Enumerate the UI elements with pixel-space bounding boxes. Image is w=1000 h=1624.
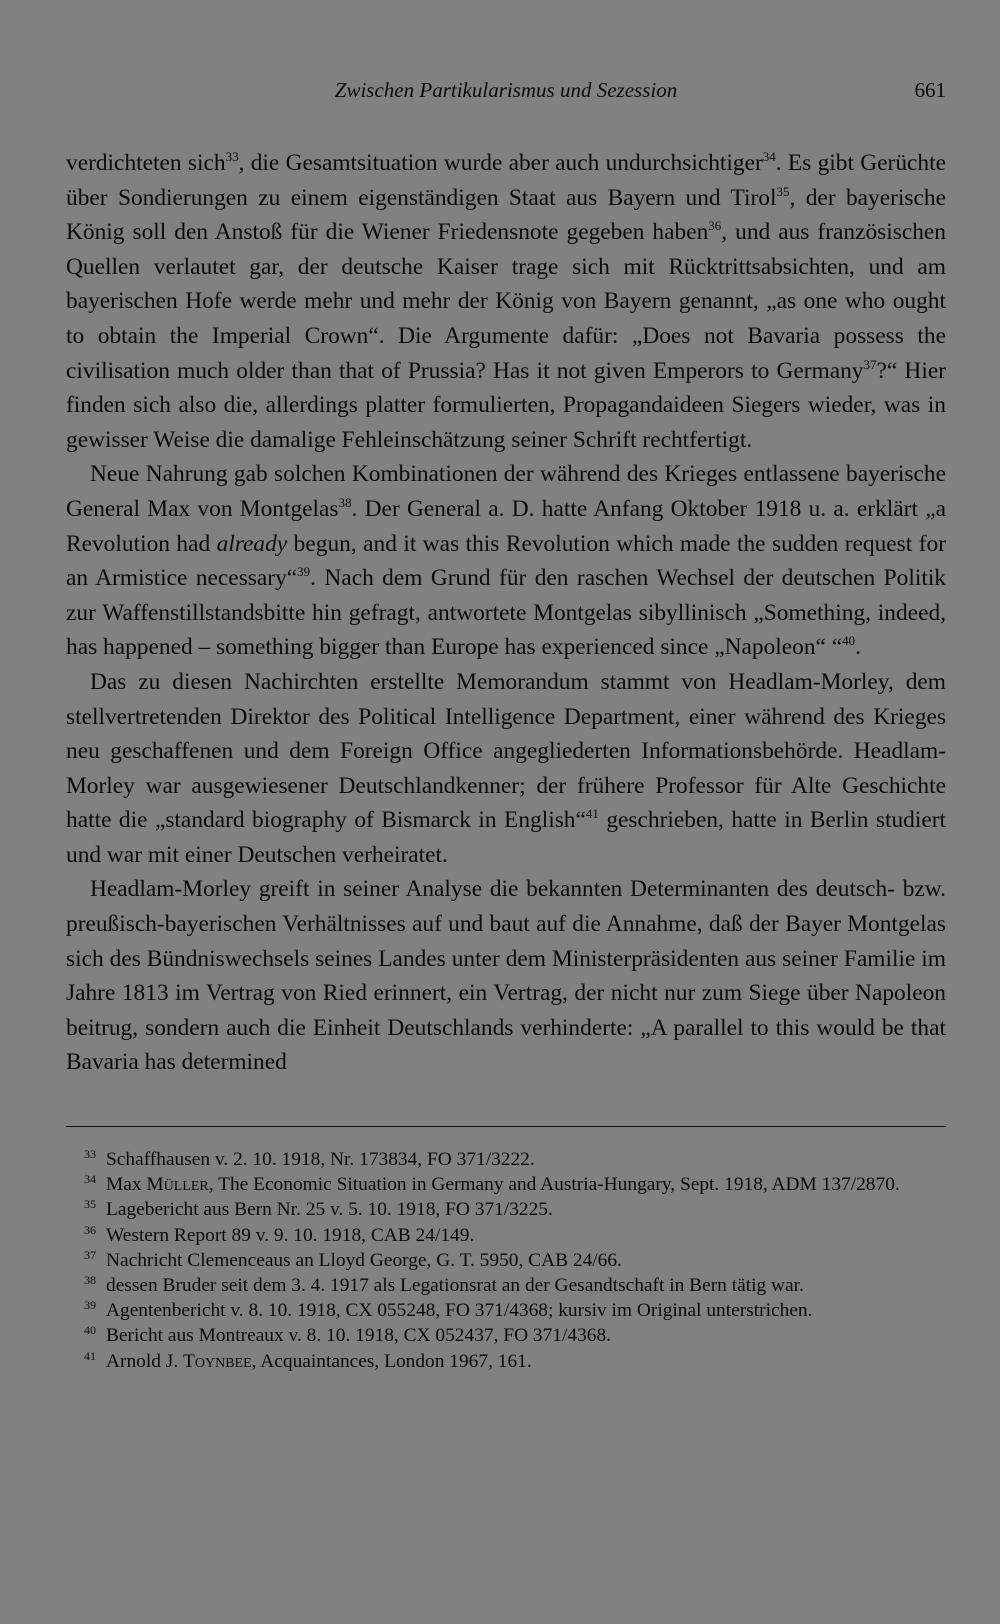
footnote-number: 35: [84, 1197, 96, 1212]
footnote-ref-34: 34: [762, 149, 776, 164]
footnote: [66, 1248, 946, 1273]
text-run: Neue Nahrung gab solchen Kombinationen der während des Krieges entlassene bayerische General Max von Montgelas: [66, 461, 946, 522]
footnote-ref-41: 41: [585, 806, 599, 822]
footnote-ref-40: 40: [842, 633, 856, 649]
text-run: , die Gesamtsituation wurde aber auch undurchsichtiger: [238, 150, 763, 176]
footnote-text: Lagebericht aus Bern Nr. 25 v. 5. 10. 1918, FO 371/3225.: [106, 1199, 553, 1221]
running-title: Zwischen Partikularismus und Sezession: [334, 78, 678, 102]
text-run: .: [855, 634, 862, 661]
text-run: . Es gibt Gerüchte über Sondierungen zu einem eigenständigen Staat aus Bayern und Tirol: [66, 150, 946, 211]
footnote-ref-36: 36: [708, 218, 722, 234]
footnote-text: Max: [106, 1174, 147, 1196]
footnote: [66, 1223, 946, 1248]
text-run: verdichteten sich: [66, 150, 226, 176]
text-run: geschrieben, hatte in Berlin studiert und war mit einer Deutschen verheiratet.: [66, 807, 947, 868]
footnote-text: , The Economic Situation in Germany and Austria-Hungary, Sept. 1918, ADM 137/2870.: [208, 1174, 900, 1196]
footnote-number: 39: [84, 1298, 96, 1313]
text-run: Headlam-Morley greift in seiner Analyse die bekannten Determinanten des deutsch- bzw. preußisch-bayerischen Verhältnisses auf und baut auf die Annahme, daß der Bayer Montgelas sich des Bündniswechsels seines Landes unter dem Ministerpräsidenten aus seiner Familie im Jahre 1813 im Vertrag von Ried erinnert, ein Vertrag, der nicht nur zum Siege über Napoleon beitrug, sondern auch die Einheit Deutschlands verhinderte: „A parallel to this would be that Bavaria has determined: [66, 876, 946, 1076]
text-run: , der bayerische König soll den Anstoß für die Wiener Friedensnote gegeben haben: [66, 184, 946, 246]
italic-text: already: [216, 530, 288, 557]
footnote-text: Arnold J.: [106, 1350, 184, 1372]
footnote: [66, 1197, 946, 1222]
paragraph-2: [66, 457, 946, 665]
footnote-number: 36: [84, 1222, 96, 1237]
footnote-ref-33: 33: [225, 149, 239, 164]
paragraph-4: [66, 872, 946, 1080]
footnote-text: , Acquaintances, London 1967, 161.: [251, 1350, 532, 1372]
footnote: [66, 1349, 946, 1374]
footnote-text: Western Report 89 v. 9. 10. 1918, CAB 24/149.: [106, 1224, 475, 1246]
book-page: [66, 78, 946, 1374]
footnote: [66, 1323, 946, 1348]
text-run: ?“ Hier finden sich also die, allerdings platter formulierten, Propagandaideen Siegers wieder, was in gewisser Weise die damalige Fehleinschätzung seiner Schrift rechtfertigt.: [66, 357, 946, 453]
footnote-number: 34: [84, 1172, 96, 1187]
footnote-text: Agentenbericht v. 8. 10. 1918, CX 055248, FO 371/4368; kursiv im Original unterstrichen.: [106, 1300, 813, 1322]
footnote-ref-39: 39: [297, 564, 311, 580]
footnote-ref-38: 38: [338, 494, 352, 510]
footnote-ref-35: 35: [776, 183, 790, 199]
footnote-text: Schaffhausen v. 2. 10. 1918, Nr. 173834, FO 371/3222.: [106, 1149, 535, 1171]
page-number: 661: [914, 78, 946, 102]
footnote: [66, 1147, 946, 1172]
footnote-number: 37: [84, 1247, 96, 1262]
footnote: [66, 1273, 946, 1298]
footnote-number: 41: [84, 1348, 96, 1363]
footnote-number: 40: [84, 1323, 96, 1338]
footnote-number: 38: [84, 1273, 96, 1288]
main-text: [66, 146, 946, 1080]
text-run: begun, and it was this Revolution which made the sudden request for an Armistice necessary“: [66, 530, 946, 592]
footnote-text: Bericht aus Montreaux v. 8. 10. 1918, CX 052437, FO 371/4368.: [106, 1325, 612, 1347]
footnote-text: Nachricht Clemenceaus an Lloyd George, G. T. 5950, CAB 24/66.: [106, 1249, 622, 1271]
text-run: . Nach dem Grund für den raschen Wechsel der deutschen Politik zur Waffenstillstandsbitte hin gefragt, antwortete Montgelas sibyllinisch „Something, indeed, has happened – something bigger than Europe has experienced since „Napoleon“ “: [66, 565, 947, 661]
author-name: Toynbee: [183, 1350, 252, 1372]
footnote: [66, 1172, 946, 1197]
footnote: [66, 1298, 946, 1323]
paragraph-1: [66, 146, 946, 457]
running-header: [66, 78, 946, 112]
footnote-ref-37: 37: [863, 356, 877, 372]
footnote-divider: [66, 1126, 946, 1127]
footnote-number: 33: [84, 1147, 96, 1162]
text-run: Das zu diesen Nachirchten erstellte Memorandum stammt von Headlam-Morley, dem stellvertretenden Direktor des Political Intelligence Department, einer während des Krieges neu geschaffenen und dem Foreign Office angegliederten Informationsbehörde. Headlam-Morley war ausgewiesener Deutschlandkenner; der frühere Professor für Alte Geschichte hatte die „standard biography of Bismarck in English“: [66, 668, 946, 834]
paragraph-3: [66, 665, 946, 873]
footnotes: [66, 1147, 946, 1374]
text-run: , und aus französischen Quellen verlautet gar, der deutsche Kaiser trage sich mit Rücktrittsabsichten, und am bayerischen Hofe werde mehr und mehr der König von Bayern genannt, „as one who ought to obtain the Imperial Crown“. Die Argumente dafür: „Does not Bavaria possess the civilisation much older than that of Prussia? Has it not given Emperors to Germany: [66, 219, 946, 384]
author-name: Müller: [146, 1174, 209, 1196]
text-run: . Der General a. D. hatte Anfang Oktober 1918 u. a. erklärt „a Revolution had: [66, 495, 946, 557]
footnote-text: dessen Bruder seit dem 3. 4. 1917 als Legationsrat an der Gesandtschaft in Bern tätig war.: [106, 1275, 804, 1297]
